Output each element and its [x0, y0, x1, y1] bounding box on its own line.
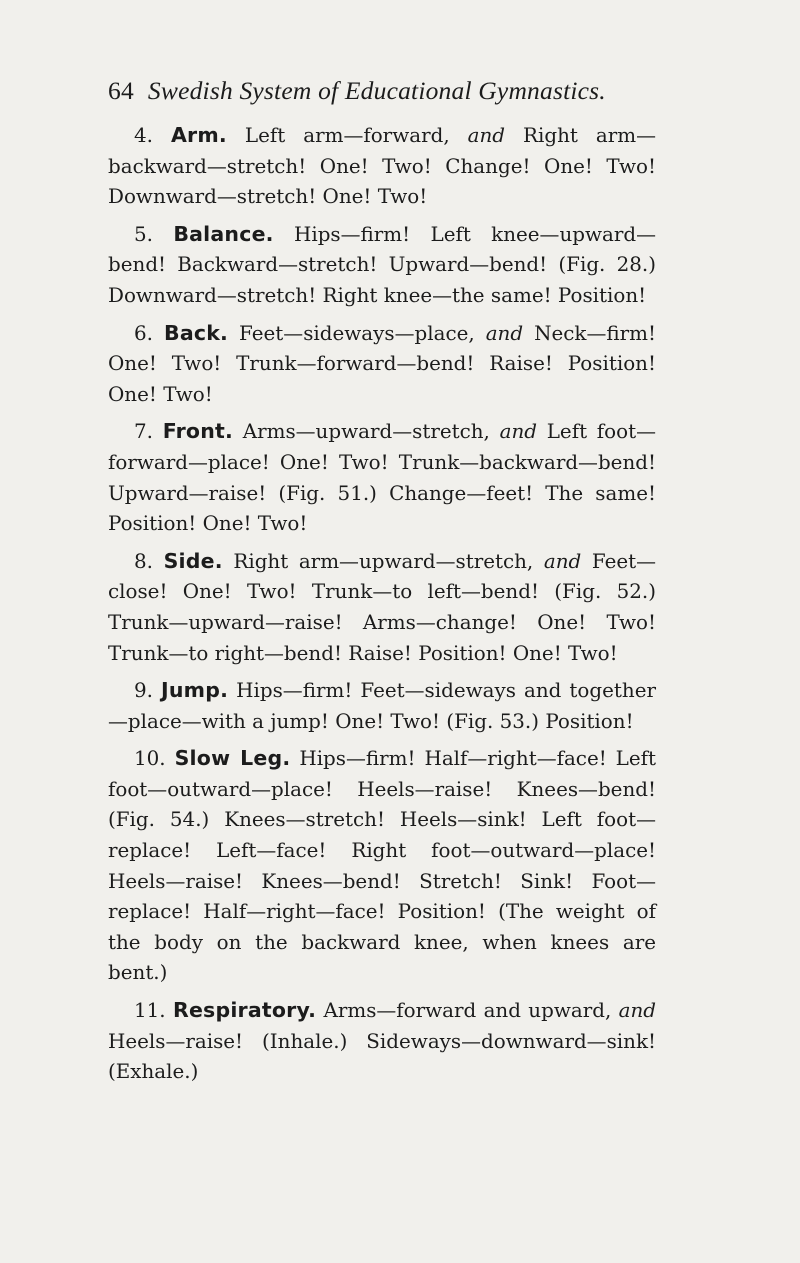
exercise-list — [108, 120, 656, 1088]
running-title-part: Educational Gymnastics. — [338, 76, 606, 105]
exercise-heading: Back. — [164, 320, 229, 345]
exercise-number: 5. — [134, 222, 153, 246]
exercise-text: Heels—raise! (Inhale.) Sideways—downward—sink! (Exhale.) — [108, 1029, 656, 1084]
exercise-text: Neck—firm! One! Two! Trunk—forward—bend! Raise! Position! One! Two! — [108, 321, 656, 406]
exercise-paragraph — [108, 318, 656, 411]
exercise-text: Arms—upward—stretch, — [233, 420, 500, 444]
exercise-text: Right arm—upward—stretch, — [222, 549, 544, 573]
book-page — [108, 76, 656, 1094]
exercise-text: Arms—forward and upward, — [316, 999, 619, 1023]
exercise-number: 10. — [134, 747, 166, 771]
exercise-text: Hips—firm! Left knee—upward—bend! Backward—stretch! Upward—bend! (Fig. 28.) Downward—stretch! Right knee—the same! Position! — [108, 222, 656, 307]
exercise-heading: Balance. — [173, 221, 274, 246]
page-number: 64 — [108, 76, 134, 105]
emphasis-text: and — [485, 321, 524, 345]
exercise-paragraph — [108, 995, 656, 1088]
exercise-heading: Side. — [163, 548, 223, 573]
exercise-paragraph — [108, 743, 656, 989]
exercise-text: Feet—close! One! Two! Trunk—to left—bend! (Fig. 52.) Trunk—upward—raise! Arms—change! One! Two! Trunk—to right—bend! Raise! Position! One! Two! — [108, 549, 656, 665]
exercise-text: Left arm—forward, — [226, 124, 468, 147]
running-title-of: of — [318, 76, 339, 105]
exercise-paragraph — [108, 675, 656, 737]
exercise-heading: Arm. — [170, 123, 227, 147]
exercise-heading: Jump. — [161, 678, 229, 703]
running-header — [108, 76, 656, 106]
exercise-number: 11. — [134, 999, 166, 1023]
exercise-paragraph — [108, 120, 656, 213]
exercise-text: Feet—sideways—place, — [228, 321, 486, 345]
exercise-number: 4. — [134, 124, 153, 147]
exercise-heading: Front. — [162, 419, 233, 444]
emphasis-text: and — [618, 999, 656, 1023]
exercise-number: 7. — [134, 420, 153, 444]
exercise-text: Hips—firm! Half—right—face! Left foot—outward—place! Heels—raise! Knees—bend! (Fig. 54.) Knees—stretch! Heels—sink! Left foot—replace! Left—face! Right foot—outward—place! Heels—raise! Knees—bend! Stretch! Sink! Foot—replace! Half—right—face! Position! (The weight of the body on the backward knee, when knees are bent.) — [108, 747, 656, 985]
running-title — [148, 76, 606, 105]
exercise-heading: Slow Leg. — [174, 746, 291, 771]
exercise-paragraph — [108, 546, 656, 669]
emphasis-text: and — [467, 124, 506, 147]
emphasis-text: and — [499, 420, 537, 444]
exercise-paragraph — [108, 416, 656, 539]
emphasis-text: and — [543, 549, 582, 573]
exercise-text: Left foot—forward—place! One! Two! Trunk—backward—bend! Upward—raise! (Fig. 51.) Change—feet! The same! Position! One! Two! — [108, 420, 656, 536]
exercise-number: 8. — [134, 549, 153, 573]
exercise-text: Right arm—backward—stretch! One! Two! Change! One! Two! Downward—stretch! One! Two! — [108, 124, 657, 209]
running-title-part: Swedish System — [147, 76, 319, 105]
exercise-heading: Respiratory. — [172, 998, 317, 1023]
exercise-text: Hips—firm! Feet—sideways and together —place—with a jump! One! Two! (Fig. 53.) Position! — [108, 679, 656, 733]
exercise-paragraph — [108, 219, 656, 312]
exercise-number: 6. — [134, 321, 153, 345]
exercise-number: 9. — [134, 679, 153, 703]
